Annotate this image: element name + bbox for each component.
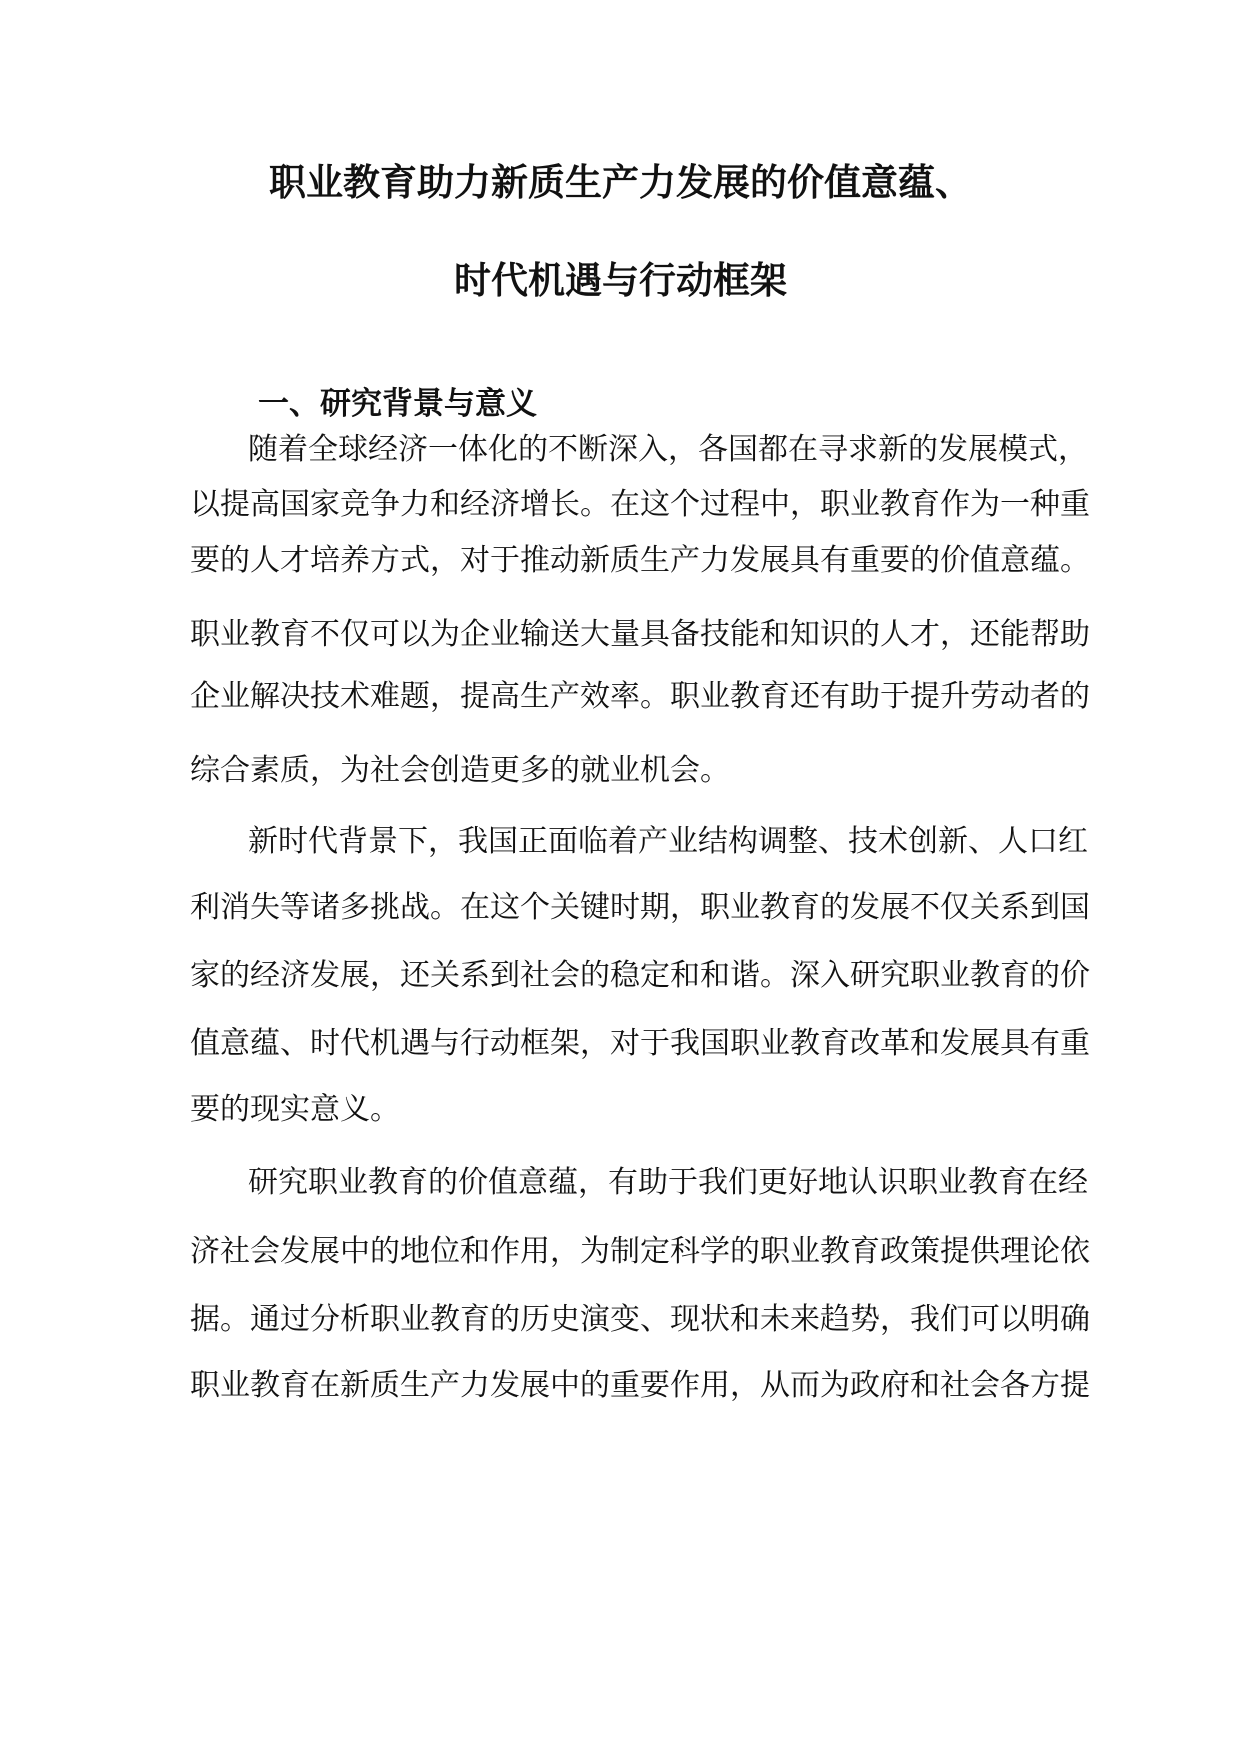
paragraph-1-line-2: 以提高国家竞争力和经济增长。在这个过程中，职业教育作为一种重 bbox=[190, 487, 1090, 522]
paragraph-1-line-6: 综合素质，为社会创造更多的就业机会。 bbox=[190, 753, 730, 788]
paragraph-3-line-1: 研究职业教育的价值意蕴，有助于我们更好地认识职业教育在经 bbox=[248, 1165, 1088, 1200]
paragraph-3-line-4: 职业教育在新质生产力发展中的重要作用，从而为政府和社会各方提 bbox=[190, 1368, 1090, 1403]
paragraph-2-line-4: 值意蕴、时代机遇与行动框架，对于我国职业教育改革和发展具有重 bbox=[190, 1026, 1090, 1061]
paragraph-1-line-1: 随着全球经济一体化的不断深入，各国都在寻求新的发展模式， bbox=[248, 432, 1088, 467]
paragraph-3-line-3: 据。通过分析职业教育的历史演变、现状和未来趋势，我们可以明确 bbox=[190, 1302, 1090, 1337]
section-heading: 一、研究背景与意义 bbox=[258, 386, 537, 422]
paragraph-2-line-3: 家的经济发展，还关系到社会的稳定和和谐。深入研究职业教育的价 bbox=[190, 958, 1090, 993]
document-title-line-2: 时代机遇与行动框架 bbox=[454, 258, 787, 302]
paragraph-1-line-4: 职业教育不仅可以为企业输送大量具备技能和知识的人才，还能帮助 bbox=[190, 617, 1090, 652]
paragraph-1-line-5: 企业解决技术难题，提高生产效率。职业教育还有助于提升劳动者的 bbox=[190, 679, 1090, 714]
paragraph-1-line-3: 要的人才培养方式，对于推动新质生产力发展具有重要的价值意蕴。 bbox=[190, 543, 1090, 578]
paragraph-2-line-5: 要的现实意义。 bbox=[190, 1092, 400, 1127]
paragraph-2-line-1: 新时代背景下，我国正面临着产业结构调整、技术创新、人口红 bbox=[248, 824, 1088, 859]
paragraph-2-line-2: 利消失等诸多挑战。在这个关键时期，职业教育的发展不仅关系到国 bbox=[190, 890, 1090, 925]
document-title-line-1: 职业教育助力新质生产力发展的价值意蕴、 bbox=[269, 160, 972, 204]
paragraph-3-line-2: 济社会发展中的地位和作用，为制定科学的职业教育政策提供理论依 bbox=[190, 1234, 1090, 1269]
